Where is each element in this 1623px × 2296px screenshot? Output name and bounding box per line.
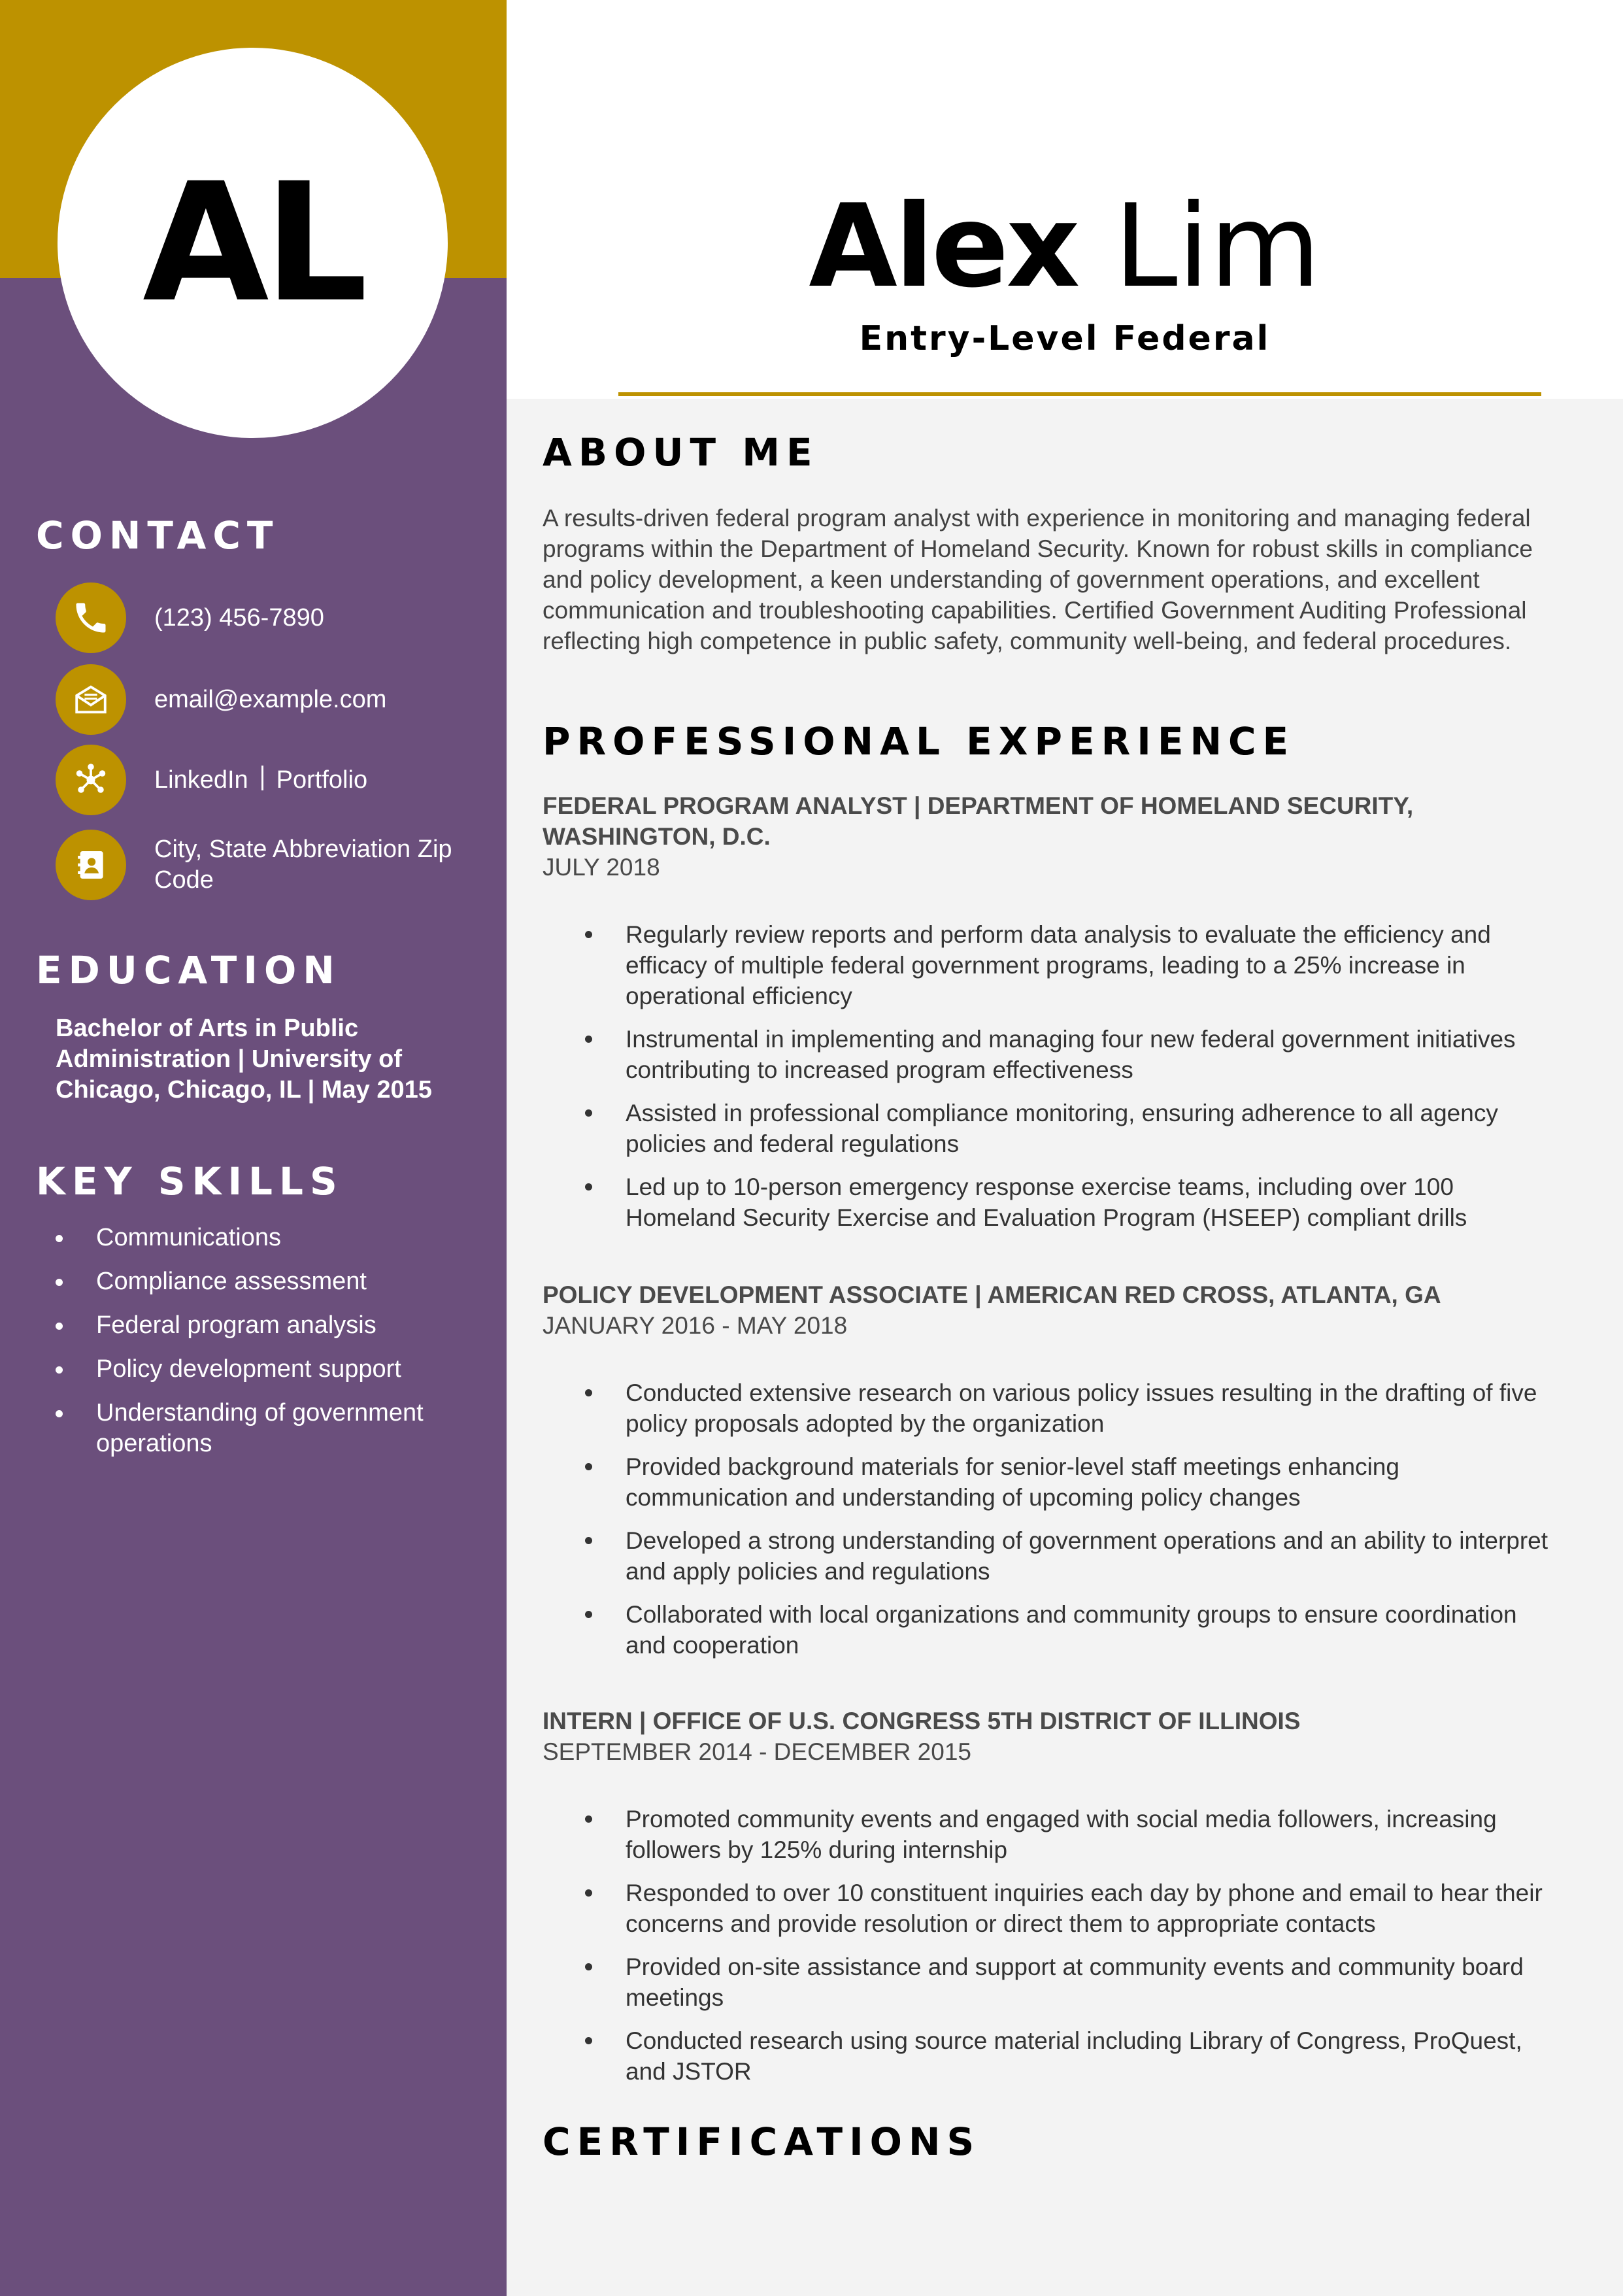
address-card-icon (56, 830, 126, 900)
contact-email (56, 664, 494, 735)
email-icon (56, 664, 126, 735)
header-divider (618, 392, 1541, 396)
profile-links (154, 765, 494, 796)
job-bullets (543, 1377, 1562, 1661)
list-item: Understanding of government operations (56, 1398, 474, 1459)
list-item: Conducted extensive research on various policy issues resulting in the drafting of five policy proposals adopted by the organization (543, 1377, 1562, 1439)
linkedin-link[interactable]: LinkedIn (154, 766, 248, 794)
list-item: Instrumental in implementing and managing four new federal government initiatives contributing to increased program effectiveness (543, 1024, 1562, 1085)
list-item: Conducted research using source material including Library of Congress, ProQuest, and JSTOR (543, 2025, 1562, 2087)
candidate-name (507, 180, 1623, 313)
first-name: Alex (809, 180, 1078, 313)
list-item: Compliance assessment (56, 1266, 474, 1297)
skills-list (56, 1223, 474, 1472)
list-item: Policy development support (56, 1354, 474, 1385)
job-bullets (543, 1804, 1562, 2087)
about-heading: ABOUT ME (543, 430, 819, 475)
network-icon (56, 745, 126, 815)
monogram-badge (58, 48, 448, 438)
certifications-heading: CERTIFICATIONS (543, 2119, 981, 2164)
skills-heading: KEY SKILLS (36, 1159, 344, 1204)
list-item: Led up to 10-person emergency response exercise teams, including over 100 Homeland Security Exercise and Evaluation Program (HSEEP) compliant drills (543, 1172, 1562, 1233)
job-entry (543, 1706, 1562, 2099)
job-entry (543, 1279, 1562, 1673)
list-item: Responded to over 10 constituent inquiries each day by phone and email to hear their concerns and provide resolution or direct them to appropriate contacts (543, 1878, 1562, 1939)
job-title: Entry-Level Federal (859, 319, 1271, 358)
contact-address (56, 830, 494, 900)
list-item: Developed a strong understanding of government operations and an ability to interpret and apply policies and regulations (543, 1525, 1562, 1587)
job-dates: JULY 2018 (543, 854, 660, 881)
address: City, State Abbreviation Zip Code (154, 836, 452, 894)
job-bullets (543, 919, 1562, 1233)
phone-number[interactable]: (123) 456-7890 (154, 603, 324, 632)
about-text: A results-driven federal program analyst with experience in monitoring and managing federal programs within the Department of Homeland Security. Known for robust skills in compliance and policy development, a keen understanding of government operations, and excellent communication and troubleshooting capabilities. Certified Government Auditing Professional reflecting high competence in public safety, community well-being, and federal procedures. (543, 505, 1533, 654)
contact-phone (56, 582, 494, 653)
portfolio-link[interactable]: Portfolio (276, 766, 368, 794)
monogram: AL (142, 147, 363, 338)
job-dates: JANUARY 2016 - MAY 2018 (543, 1312, 848, 1339)
sidebar (0, 0, 507, 2296)
phone-icon (56, 582, 126, 653)
education-heading: EDUCATION (36, 948, 341, 992)
job-position: INTERN | OFFICE OF U.S. CONGRESS 5TH DISTRICT OF ILLINOIS (543, 1708, 1301, 1734)
list-item: Promoted community events and engaged with social media followers, increasing followers by 125% during internship (543, 1804, 1562, 1865)
job-dates: SEPTEMBER 2014 - DECEMBER 2015 (543, 1738, 971, 1765)
job-position: FEDERAL PROGRAM ANALYST | DEPARTMENT OF HOMELAND SECURITY, WASHINGTON, D.C. (543, 792, 1414, 850)
contact-links (56, 745, 494, 815)
link-separator (261, 766, 263, 790)
email-address[interactable]: email@example.com (154, 685, 387, 713)
job-entry (543, 790, 1562, 1245)
job-position: POLICY DEVELOPMENT ASSOCIATE | AMERICAN RED CROSS, ATLANTA, GA (543, 1281, 1441, 1308)
experience-heading: PROFESSIONAL EXPERIENCE (543, 719, 1296, 764)
list-item: Communications (56, 1223, 474, 1253)
education-entry: Bachelor of Arts in Public Administration | University of Chicago, Chicago, IL | May 2015 (56, 1015, 432, 1104)
list-item: Regularly review reports and perform data analysis to evaluate the efficiency and efficacy of multiple federal government programs, leading to a 25% increase in operational efficiency (543, 919, 1562, 1011)
list-item: Assisted in professional compliance monitoring, ensuring adherence to all agency policies and federal regulations (543, 1098, 1562, 1159)
list-item: Federal program analysis (56, 1310, 474, 1341)
last-name: Lim (1114, 180, 1321, 313)
list-item: Provided on-site assistance and support at community events and community board meetings (543, 1951, 1562, 2013)
contact-heading: CONTACT (36, 513, 280, 558)
list-item: Collaborated with local organizations and community groups to ensure coordination and cooperation (543, 1599, 1562, 1661)
list-item: Provided background materials for senior-level staff meetings enhancing communication and understanding of upcoming policy changes (543, 1451, 1562, 1513)
